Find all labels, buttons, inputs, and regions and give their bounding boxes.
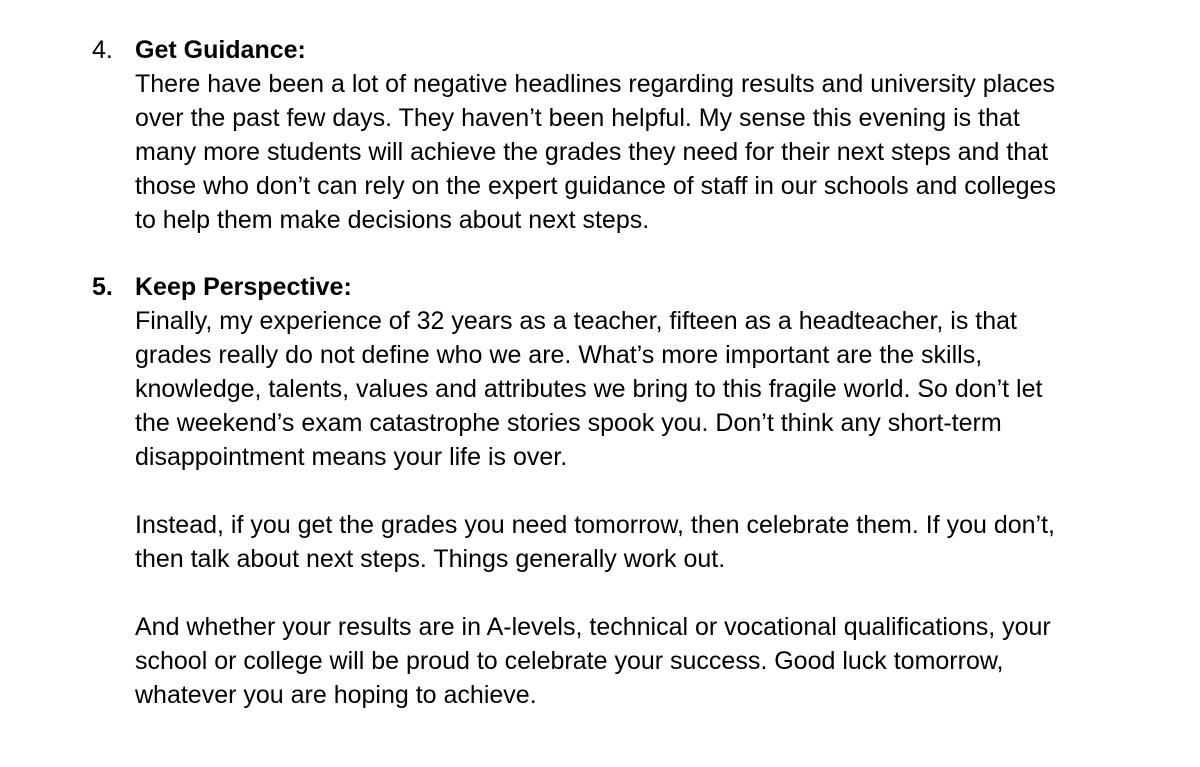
text-line: the weekend’s exam catastrophe stories spook you. Don’t think any short-term bbox=[135, 409, 1002, 437]
text-line: And whether your results are in A-levels, technical or vocational qualifications, your bbox=[135, 613, 1051, 641]
text-line: Finally, my experience of 32 years as a teacher, fifteen as a headteacher, is that bbox=[135, 307, 1017, 335]
text-line: grades really do not define who we are. What’s more important are the skills, bbox=[135, 341, 983, 369]
text-line: There have been a lot of negative headlines regarding results and university places bbox=[135, 70, 1056, 98]
section-heading: Keep Perspective: bbox=[135, 273, 352, 301]
text-line: Instead, if you get the grades you need tomorrow, then celebrate them. If you don’t, bbox=[135, 511, 1056, 539]
paragraph bbox=[135, 610, 1145, 712]
section-body bbox=[135, 304, 1145, 746]
text-line: school or college will be proud to celebrate your success. Good luck tomorrow, bbox=[135, 647, 1004, 675]
paragraph bbox=[135, 304, 1145, 474]
text-line: to help them make decisions about next steps. bbox=[135, 206, 650, 234]
paragraph bbox=[135, 508, 1145, 576]
list-number: 4. bbox=[92, 36, 113, 64]
text-line: those who don’t can rely on the expert guidance of staff in our schools and colleges bbox=[135, 172, 1056, 200]
text-line: whatever you are hoping to achieve. bbox=[135, 681, 537, 709]
text-line: knowledge, talents, values and attributes we bring to this fragile world. So don’t let bbox=[135, 375, 1043, 403]
text-line: over the past few days. They haven’t been helpful. My sense this evening is that bbox=[135, 104, 1020, 132]
section-heading: Get Guidance: bbox=[135, 36, 306, 64]
section-body bbox=[135, 67, 1145, 271]
text-line: then talk about next steps. Things generally work out. bbox=[135, 545, 726, 573]
paragraph bbox=[135, 67, 1145, 237]
text-line: disappointment means your life is over. bbox=[135, 443, 568, 471]
list-number: 5. bbox=[92, 273, 113, 301]
text-line: many more students will achieve the grades they need for their next steps and that bbox=[135, 138, 1049, 166]
